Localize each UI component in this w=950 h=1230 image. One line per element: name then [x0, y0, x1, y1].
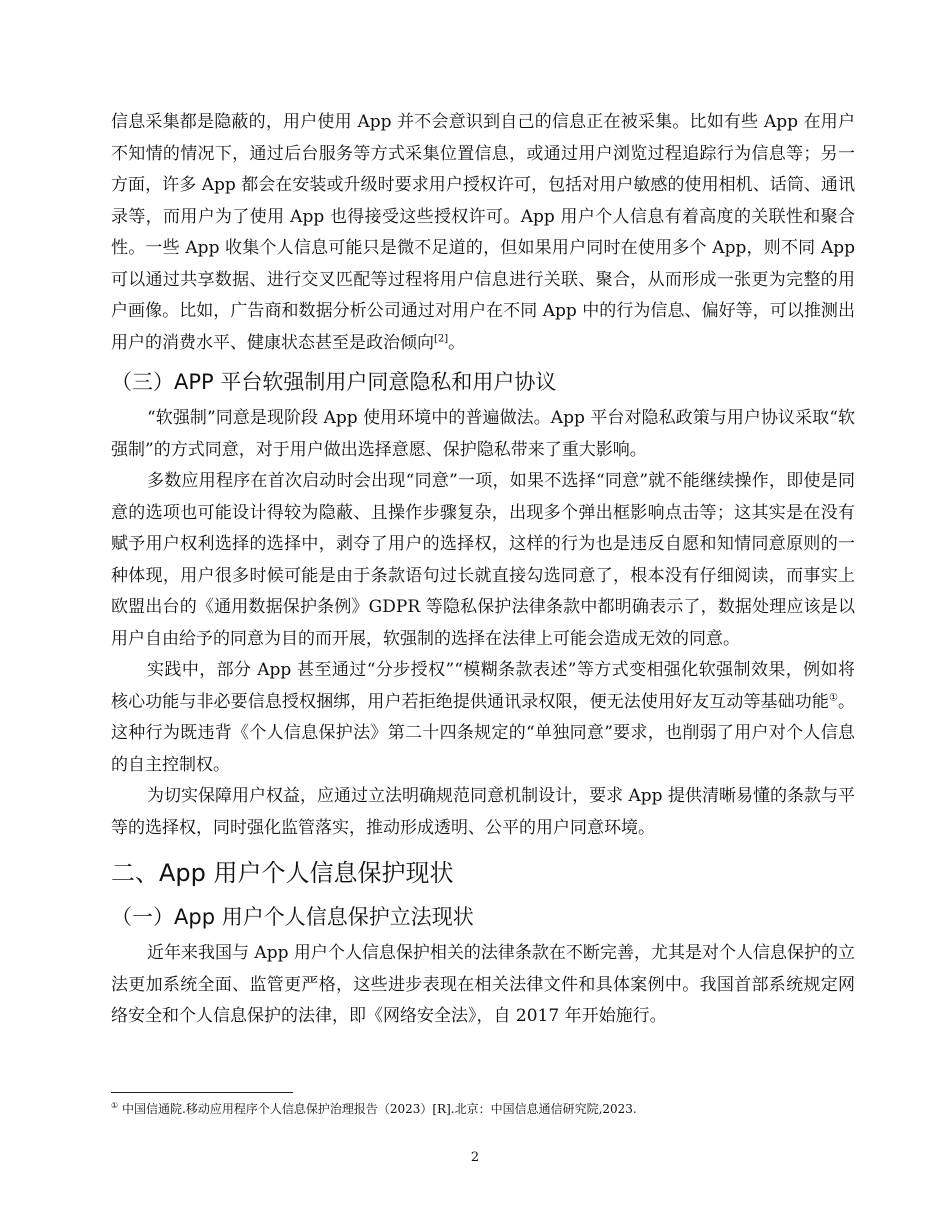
paragraph-3: 多数应用程序在首次启动时会出现“同意”一项，如果不选择“同意”就不能继续操作，即使是同意的选项也可能设计得较为隐蔽、且操作步骤复杂，出现多个弹出框影响点击等；这其实是在没有赋予用户权利选择的选择中，剥夺了用户的选择权，这样的行为也是违反自愿和知情同意原则的一种体现，用户很多时候可能是由于条款语句过长就直接勾选同意了，根本没有仔细阅读，而事实上欧盟出台的《通用数据保护条例》GDPR 等隐私保护法律条款中都明确表示了，数据处理应该是以用户自由给予的同意为目的而开展，软强制的选择在法律上可能会造成无效的同意。	[111, 471, 855, 649]
paragraph-5: 为切实保障用户权益，应通过立法明确规范同意机制设计，要求 App 提供清晰易懂的条款与平等的选择权，同时强化监管落实，推动形成透明、公平的用户同意环境。	[111, 786, 855, 838]
chapter-heading-2: 二、App 用户个人信息保护现状	[111, 859, 454, 887]
paragraph-1-end: 。	[448, 332, 466, 353]
page-number: 2	[470, 1150, 480, 1165]
section-heading-3: （三）APP 平台软强制用户同意隐私和用户协议	[111, 370, 557, 394]
section-heading-2-1: （一）App 用户个人信息保护立法现状	[111, 905, 474, 929]
paragraph-4	[111, 655, 855, 781]
paragraph-1	[111, 107, 855, 359]
paragraph-1-text: 信息采集都是隐蔽的，用户使用 App 并不会意识到自己的信息正在被采集。比如有些 App 在用户不知情的情况下，通过后台服务等方式采集位置信息，或通过用户浏览过程追踪行为信息等；另一方面，许多 App 都会在安装或升级时要求用户授权许可，包括对用户敏感的使用相机、话筒、通讯录等，而用户为了使用 App 也得接受这些授权许可。App 用户个人信息有着高度的关联性和聚合性。一些 App 收集个人信息可能只是微不足道的，但如果用户同时在使用多个 App，则不同 App 可以通过共享数据、进行交叉匹配等过程将用户信息进行关联、聚合，从而形成一张更为完整的用户画像。比如，广告商和数据分析公司通过对用户在不同 App 中的行为信息、偏好等，可以推测出用户的消费水平、健康状态甚至是政治倾向	[111, 112, 855, 353]
paragraph-4-text: 实践中，部分 App 甚至通过“分步授权”“模糊条款表述”等方式变相强化软强制效果，例如将核心功能与非必要信息授权捆绑，用户若拒绝提供通讯录权限，便无法使用好友互动等基础功能	[111, 660, 855, 712]
footnote	[111, 1100, 855, 1118]
footnote-text: 中国信通院.移动应用程序个人信息保护治理报告（2023）[R].北京：中国信息通信研究院,2023.	[122, 1102, 637, 1116]
citation-2: [2]	[434, 332, 449, 344]
footnote-number: ①	[111, 1101, 119, 1110]
footnote-divider	[111, 1092, 293, 1093]
footnote-mark: ①	[828, 691, 838, 703]
page-body	[111, 107, 855, 1033]
paragraph-2: “软强制”同意是现阶段 App 使用环境中的普遍做法。App 平台对隐私政策与用户协议采取“软强制”的方式同意，对于用户做出选择意愿、保护隐私带来了重大影响。	[111, 408, 855, 460]
paragraph-6: 近年来我国与 App 用户个人信息保护相关的法律条款在不断完善，尤其是对个人信息保护的立法更加系统全面、监管更严格，这些进步表现在相关法律文件和具体案例中。我国首部系统规定网络安全和个人信息保护的法律，即《网络安全法》，自 2017 年开始施行。	[111, 943, 855, 1026]
paragraph-4-rest: 。这种行为既违背《个人信息保护法》第二十四条规定的“单独同意”要求，也削弱了用户对个人信息的自主控制权。	[111, 691, 855, 775]
